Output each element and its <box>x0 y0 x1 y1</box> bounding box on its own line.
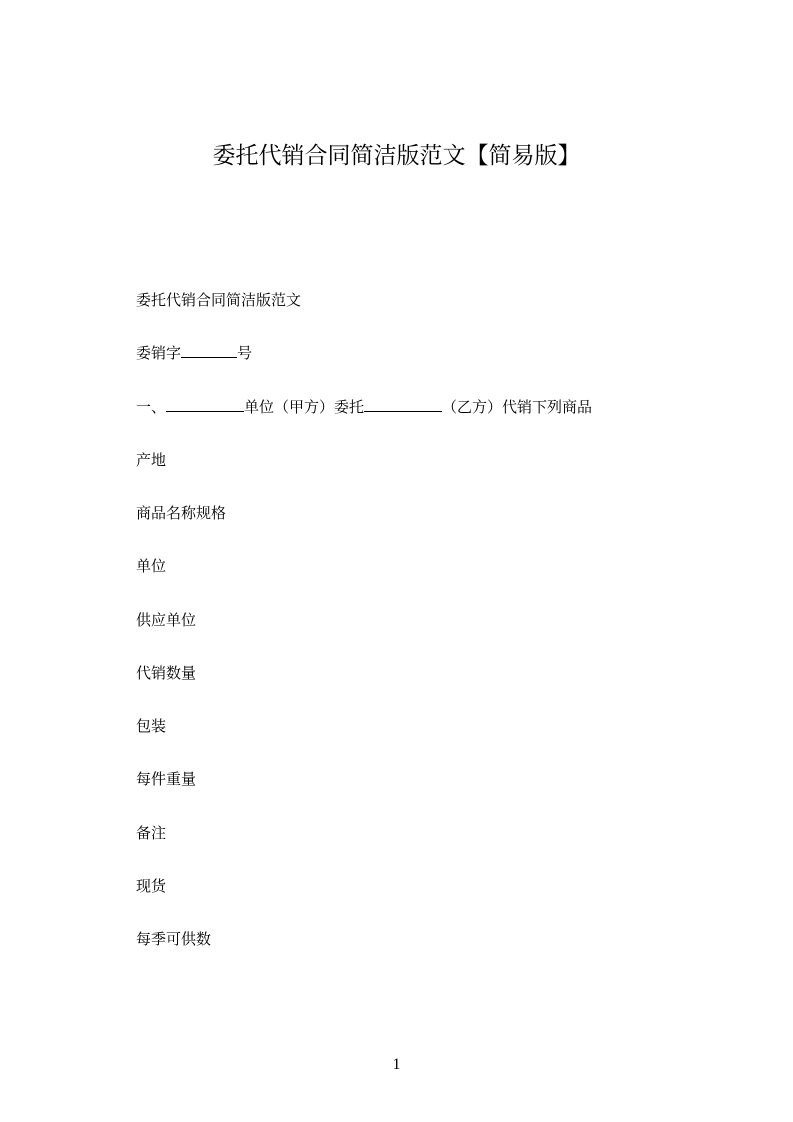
field-consignment-quantity: 代销数量 <box>136 664 197 682</box>
clause-one-prefix: 一、 <box>136 398 167 416</box>
party-a-blank <box>166 396 244 412</box>
contract-number-blank <box>181 342 237 358</box>
field-in-stock: 现货 <box>136 877 167 895</box>
field-origin: 产地 <box>136 451 167 469</box>
clause-one-part-b: （乙方）代销下列商品 <box>442 398 593 416</box>
field-remarks: 备注 <box>136 824 167 842</box>
field-product-name-spec: 商品名称规格 <box>136 504 227 522</box>
contract-number-prefix: 委销字 <box>136 344 182 362</box>
field-quarterly-supply: 每季可供数 <box>136 930 212 948</box>
field-weight-per-piece: 每件重量 <box>136 770 197 788</box>
page-number: 1 <box>392 1056 401 1073</box>
contract-number-suffix: 号 <box>237 344 253 362</box>
field-supplier: 供应单位 <box>136 611 197 629</box>
contract-number-line <box>136 342 252 364</box>
party-b-blank <box>364 396 442 412</box>
clause-one-part-a: 单位（甲方）委托 <box>244 398 365 416</box>
clause-one-line <box>136 396 592 418</box>
document-title: 委托代销合同简洁版范文【简易版】 <box>212 143 581 169</box>
document-subtitle: 委托代销合同简洁版范文 <box>136 291 302 309</box>
field-unit: 单位 <box>136 557 167 575</box>
field-packaging: 包装 <box>136 717 167 735</box>
